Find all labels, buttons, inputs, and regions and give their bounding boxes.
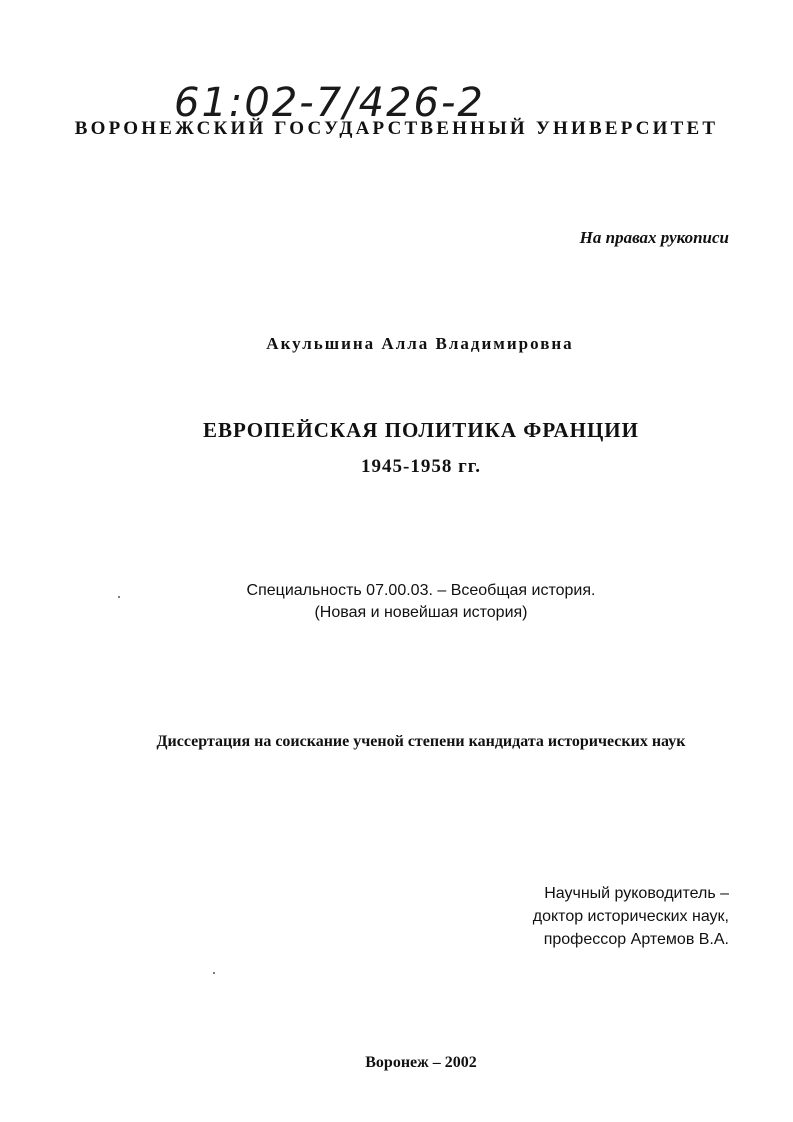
specialty-block	[0, 580, 793, 624]
city-year: Воронеж – 2002	[365, 1054, 477, 1071]
author-name: Акульшина Алла Владимировна	[266, 334, 574, 353]
supervisor-role: Научный руководитель –	[544, 885, 729, 902]
scan-speck	[118, 596, 120, 598]
scan-speck	[213, 972, 215, 974]
title-years: 1945-1958 гг.	[361, 456, 481, 477]
supervisor-name: профессор Артемов В.А.	[543, 931, 729, 948]
manuscript-rights-note: На правах рукописи	[579, 228, 729, 247]
dissertation-degree: Диссертация на соискание ученой степени кандидата исторических наук	[156, 733, 686, 750]
handwritten-code-text: 61:02-7/426-2	[174, 80, 485, 126]
supervisor-degree: доктор исторических наук,	[532, 908, 729, 925]
specialty-line: Специальность 07.00.03. – Всеобщая история.	[246, 582, 596, 599]
dissertation-title: ЕВРОПЕЙСКАЯ ПОЛИТИКА ФРАНЦИИ	[203, 418, 639, 442]
university-name: ВОРОНЕЖСКИЙ ГОСУДАРСТВЕННЫЙ УНИВЕРСИТЕТ	[74, 118, 719, 139]
specialty-subline: (Новая и новейшая история)	[314, 604, 528, 621]
supervisor-block	[533, 882, 729, 951]
